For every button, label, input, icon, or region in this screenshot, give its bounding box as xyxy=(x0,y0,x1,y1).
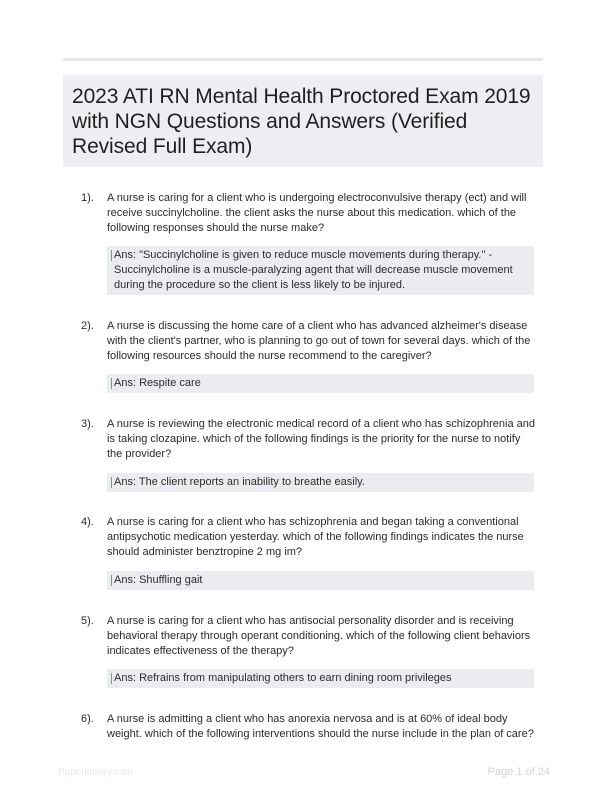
top-divider xyxy=(63,58,543,61)
question-text: A nurse is caring for a client who is undergoing electroconvulsive therapy (ect) and will receive succinylcholine. the client asks the nurse about this medication. which of the following responses should the nurse make? xyxy=(107,192,527,234)
answer-box: Ans: Respite care xyxy=(107,374,534,393)
answer-box: Ans: Refrains from manipulating others to earn dining room privileges xyxy=(107,669,534,688)
footer-watermark: Paperlibrary.com xyxy=(58,767,133,778)
answer-box: Ans: The client reports an inability to breathe easily. xyxy=(107,473,534,492)
question-number: 5). xyxy=(81,615,94,627)
question-number: 2). xyxy=(81,320,94,332)
question-number: 1). xyxy=(81,192,94,204)
title-box xyxy=(63,75,543,167)
answer-box: Ans: "Succinylcholine is given to reduce muscle movements during therapy." - Succinylcholine is a muscle-paralyzing agent that will decrease muscle movement during the procedure so the client is less likely to be injured. xyxy=(107,246,534,295)
question-text: A nurse is discussing the home care of a client who has advanced alzheimer's disease with the client's partner, who is planning to go out of town for several days. which of the following resources should the nurse recommend to the caregiver? xyxy=(107,320,531,362)
question-number: 6). xyxy=(81,713,94,725)
page-indicator: Page 1 of 24 xyxy=(487,766,550,778)
question-text: A nurse is reviewing the electronic medical record of a client who has schizophrenia and is taking clozapine. which of the following findings is the priority for the nurse to notify the provider? xyxy=(107,418,536,460)
question-text: A nurse is caring for a client who has antisocial personality disorder and is receiving behavioral therapy through operant conditioning. which of the following client behaviors indicates effectiveness of the therapy? xyxy=(107,615,531,657)
answer-box: Ans: Shuffling gait xyxy=(107,571,534,590)
question-text: A nurse is caring for a client who has schizophrenia and began taking a conventional antipsychotic medication yesterday. which of the following findings indicates the nurse should administer benztropine 2 mg im? xyxy=(107,516,524,558)
question-number: 4). xyxy=(81,516,94,528)
question-number: 3). xyxy=(81,418,94,430)
question-text: A nurse is admitting a client who has anorexia nervosa and is at 60% of ideal body weight. which of the following interventions should the nurse include in the plan of care? xyxy=(107,713,534,740)
document-title: 2023 ATI RN Mental Health Proctored Exam 2019 with NGN Questions and Answers (Verified Revised Full Exam) xyxy=(72,85,531,158)
